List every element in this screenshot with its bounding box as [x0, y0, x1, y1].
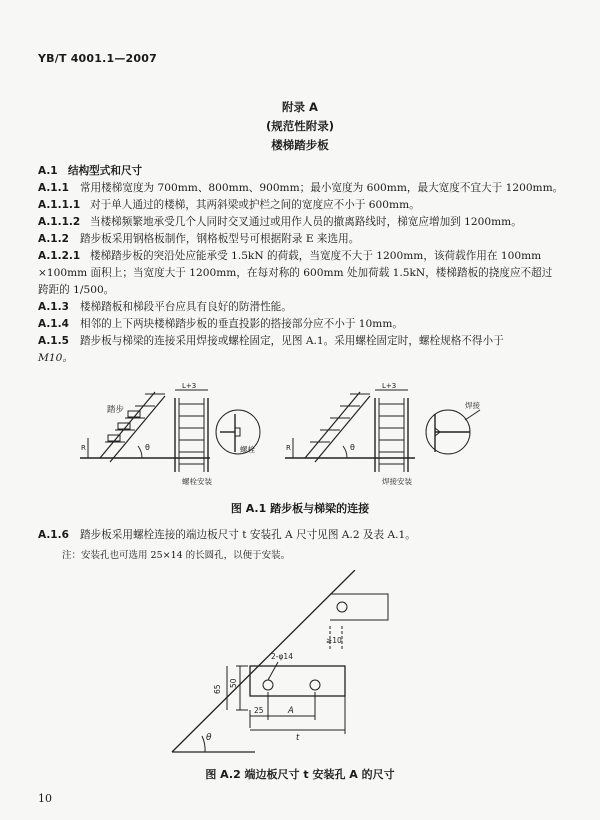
clause-a1-1-1: A.1.1.1 对于单人通过的楼梯，其两斜梁或护栏之间的宽度应不小于 600mm。 [38, 199, 420, 211]
a2-dim-50: 50 [229, 678, 238, 688]
figure-a1-caption: 图 A.1 踏步板与梯梁的连接 [230, 502, 370, 515]
label-bolt: 螺栓 [240, 445, 255, 454]
hole-1 [263, 680, 273, 690]
clause-a1-1-2: A.1.1.2 当楼梯频繁地承受几个人同时交叉通过或用作人员的撤离路线时，梯宽应增加到 1200mm。 [38, 216, 522, 228]
clause-a1-4: A.1.4 相邻的上下两块楼梯踏步板的垂直投影的搭接部分应不小于 10mm。 [38, 318, 403, 330]
a2-dim-ge10: ≥10 [326, 636, 342, 645]
caption-bolt: 螺栓安装 [182, 477, 212, 486]
label-theta-1: θ [145, 443, 150, 452]
appendix-name: 楼梯踏步板 [271, 138, 329, 152]
a2-dim-a: A [288, 706, 294, 716]
note: 注：安装孔也可选用 25×14 的长圆孔，以便于安装。 [62, 550, 291, 561]
figure-a2 [160, 570, 420, 760]
a2-hole-label: 2-φ14 [271, 652, 293, 661]
clause-a1-2-1-line3: 跨距的 1/500。 [38, 284, 115, 296]
stringer-slope-line [172, 570, 355, 752]
a2-theta: θ [206, 733, 212, 743]
label-tread: 踏步 [107, 405, 125, 415]
dim-l3-1: L+3 [182, 382, 197, 390]
dim-l3-2: L+3 [382, 382, 397, 390]
ladder-front-bolt [175, 390, 208, 472]
a2-dim-65: 65 [213, 684, 222, 694]
clause-a1-2-1-line2: ×100mm 面积上；当宽度大于 1200mm，在每对称的 600mm 处加荷载 1.5kN，楼梯踏板的挠度应不超过 [38, 267, 553, 279]
clause-a1-5: A.1.5 踏步板与梯梁的连接采用焊接或螺栓固定，见图 A.1。采用螺栓固定时，螺栓规格不得小于 [38, 335, 504, 347]
hole-2 [310, 680, 320, 690]
page-number: 10 [38, 792, 52, 805]
clause-a1-2-1: A.1.2.1 楼梯踏步板的突沿处应能承受 1.5kN 的荷载，当宽度不大于 1200mm，该荷载作用在 100mm [38, 250, 542, 262]
standard-number: YB/T 4001.1—2007 [38, 52, 157, 65]
theta-arc [202, 736, 205, 752]
ladder-front-weld [375, 390, 408, 472]
clause-a1-1: A.1.1 常用楼梯宽度为 700mm、800mm、900mm；最小宽度为 600mm，最大宽度不宜大于 1200mm。 [38, 182, 564, 194]
appendix-title: 附录 A [282, 100, 318, 114]
a2-dim-t: t [296, 733, 300, 743]
caption-weld: 焊接安装 [382, 477, 412, 486]
clause-a1-6: A.1.6 踏步板采用螺栓连接的端边板尺寸 t 安装孔 A 尺寸见图 A.2 及表 A.1。 [38, 529, 416, 541]
a2-dim-25: 25 [254, 706, 264, 715]
figure-a1 [70, 380, 540, 495]
upper-end-plate [330, 594, 388, 620]
appendix-type: (规范性附录) [265, 119, 334, 133]
label-r-1: R [81, 444, 86, 452]
label-weld: 焊接 [465, 401, 480, 410]
figure-a2-caption: 图 A.2 端边板尺寸 t 安装孔 A 的尺寸 [205, 768, 395, 781]
clause-a1-2: A.1.2 踏步板采用钢格板制作，钢格板型号可根据附录 E 来选用。 [38, 233, 360, 245]
clause-a1-3: A.1.3 楼梯踏板和梯段平台应具有良好的防滑性能。 [38, 301, 292, 313]
clause-a1-5-line2: M10。 [38, 352, 73, 364]
clause-a1: A.1 结构型式和尺寸 [38, 165, 143, 177]
label-r-2: R [286, 444, 291, 452]
label-theta-2: θ [350, 443, 355, 452]
